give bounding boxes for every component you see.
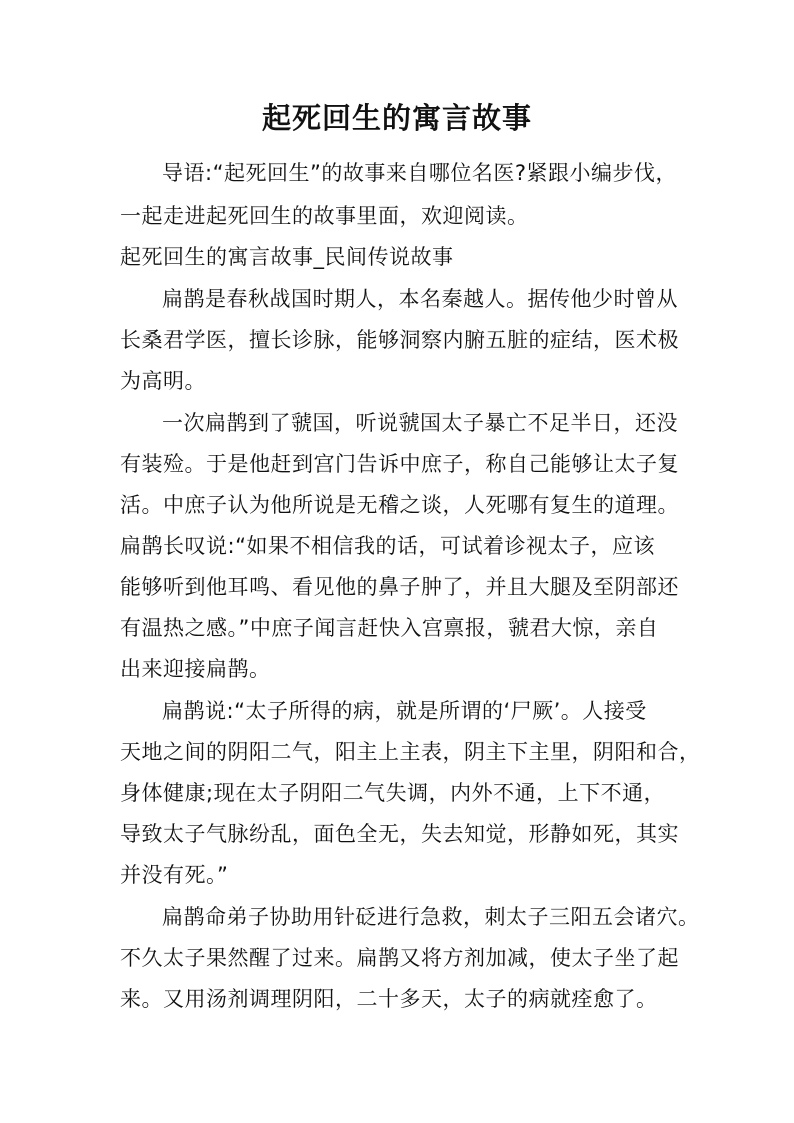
intro-line: 一起走进起死回生的故事里面，欢迎阅读。 [120, 204, 529, 228]
paragraph-line: 扁鹊长叹说:“如果不相信我的话，可试着诊视太子，应该 [120, 534, 655, 558]
paragraph-line: 能够听到他耳鸣、看见他的鼻子肿了，并且大腿及至阴部还 [120, 575, 679, 599]
paragraph-line: 为高明。 [120, 369, 206, 393]
paragraph-line: 天地之间的阴阳二气，阳主上主表，阴主下主里，阴阳和合， [120, 740, 701, 764]
section-subheading: 起死回生的寓言故事_民间传说故事 [120, 245, 454, 269]
paragraph-line: 出来迎接扁鹊。 [120, 657, 271, 681]
page-title: 起死回生的寓言故事 [261, 101, 532, 135]
paragraph-line: 长桑君学医，擅长诊脉，能够洞察内腑五脏的症结，医术极 [120, 328, 679, 352]
paragraph-line: 扁鹊命弟子协助用针砭进行急救，刺太子三阳五会诸穴。 [162, 905, 700, 929]
paragraph-line: 扁鹊是春秋战国时期人，本名秦越人。据传他少时曾从 [162, 287, 678, 311]
intro-line: 导语:“起死回生”的故事来自哪位名医?紧跟小编步伐， [162, 161, 677, 185]
paragraph-line: 来。又用汤剂调理阴阳，二十多天，太子的病就痊愈了。 [120, 987, 658, 1011]
paragraph-line: 扁鹊说:“太子所得的病，就是所谓的‘尸厥’。人接受 [162, 699, 647, 723]
paragraph-line: 不久太子果然醒了过来。扁鹊又将方剂加减，使太子坐了起 [120, 946, 679, 970]
paragraph-line: 有温热之感。”中庶子闻言赶快入宫禀报，虢君大惊，亲自 [120, 616, 659, 640]
paragraph-line: 一次扁鹊到了虢国，听说虢国太子暴亡不足半日，还没 [162, 411, 678, 435]
paragraph-line: 并没有死。” [120, 863, 229, 887]
paragraph-line: 身体健康;现在太子阴阳二气失调，内外不通，上下不通， [120, 781, 666, 805]
paragraph-line: 有装殓。于是他赶到宫门告诉中庶子，称自己能够让太子复 [120, 452, 679, 476]
paragraph-line: 活。中庶子认为他所说是无稽之谈，人死哪有复生的道理。 [120, 493, 679, 517]
paragraph-line: 导致太子气脉纷乱，面色全无，失去知觉，形静如死，其实 [120, 822, 679, 846]
